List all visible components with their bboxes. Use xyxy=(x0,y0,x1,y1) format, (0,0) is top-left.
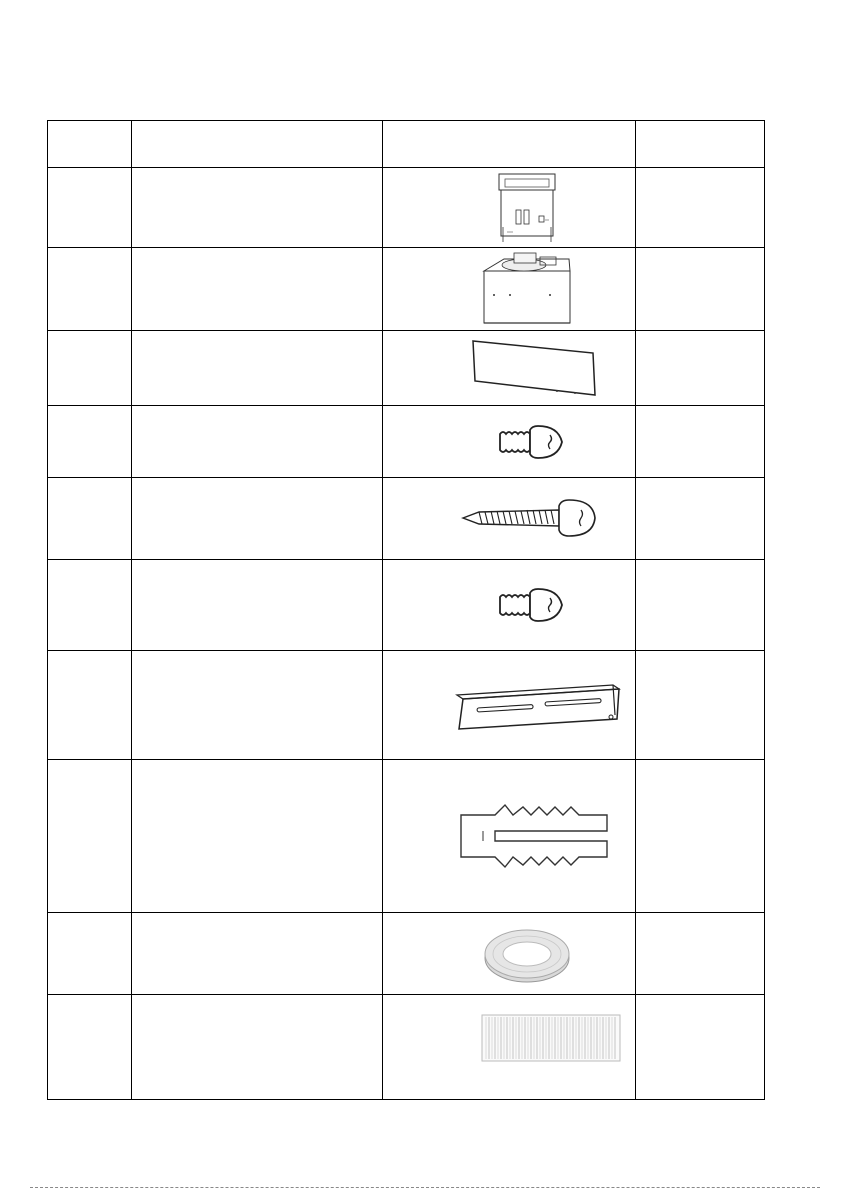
cell-image xyxy=(383,995,636,1100)
sealing-ring-icon xyxy=(477,922,577,986)
header-image xyxy=(383,121,636,168)
table-row xyxy=(48,331,765,406)
cell-no xyxy=(48,248,132,331)
cell-no xyxy=(48,651,132,760)
cell-name xyxy=(132,913,383,995)
short-screw-icon xyxy=(492,422,582,462)
cell-qty xyxy=(636,248,765,331)
cell-image xyxy=(383,913,636,995)
table-row xyxy=(48,651,765,760)
cell-image xyxy=(383,478,636,560)
cell-qty xyxy=(636,995,765,1100)
cell-image xyxy=(383,760,636,913)
parts-list-table xyxy=(47,120,765,1100)
cell-image xyxy=(383,651,636,760)
cell-qty xyxy=(636,168,765,248)
cell-name xyxy=(132,560,383,651)
cell-no xyxy=(48,995,132,1100)
cell-name xyxy=(132,760,383,913)
cell-image xyxy=(383,560,636,651)
cell-qty xyxy=(636,406,765,478)
cell-name xyxy=(132,331,383,406)
header-qty xyxy=(636,121,765,168)
cell-name xyxy=(132,478,383,560)
table-row xyxy=(48,168,765,248)
cell-qty xyxy=(636,913,765,995)
cell-no xyxy=(48,168,132,248)
cell-qty xyxy=(636,331,765,406)
table-row xyxy=(48,478,765,560)
cell-name xyxy=(132,168,383,248)
cell-no xyxy=(48,560,132,651)
cell-no xyxy=(48,478,132,560)
long-wood-screw-icon xyxy=(459,496,599,542)
cell-name xyxy=(132,248,383,331)
cell-no xyxy=(48,331,132,406)
cell-no xyxy=(48,406,132,478)
table-row xyxy=(48,913,765,995)
cell-name xyxy=(132,995,383,1100)
cell-qty xyxy=(636,560,765,651)
cell-name xyxy=(132,406,383,478)
wall-bracket-plate-icon xyxy=(471,172,581,244)
table-row xyxy=(48,406,765,478)
table-row xyxy=(48,560,765,651)
cell-qty xyxy=(636,760,765,913)
table-row xyxy=(48,760,765,913)
flexible-duct-icon xyxy=(480,1009,624,1075)
cell-no xyxy=(48,913,132,995)
header-no xyxy=(48,121,132,168)
table-row xyxy=(48,248,765,331)
bottom-rule xyxy=(30,1187,820,1188)
cell-qty xyxy=(636,651,765,760)
cell-image xyxy=(383,406,636,478)
cell-image xyxy=(383,331,636,406)
cell-image xyxy=(383,168,636,248)
slotted-bracket-icon xyxy=(447,675,627,735)
short-screw-icon xyxy=(492,585,582,625)
cell-qty xyxy=(636,478,765,560)
header-name xyxy=(132,121,383,168)
table-row xyxy=(48,995,765,1100)
cell-name xyxy=(132,651,383,760)
cell-no xyxy=(48,760,132,913)
panel-plate-icon xyxy=(467,337,607,399)
cell-image xyxy=(383,248,636,331)
wall-plug-icon xyxy=(457,801,627,871)
table-header-row xyxy=(48,121,765,168)
motor-box-icon xyxy=(474,251,584,327)
